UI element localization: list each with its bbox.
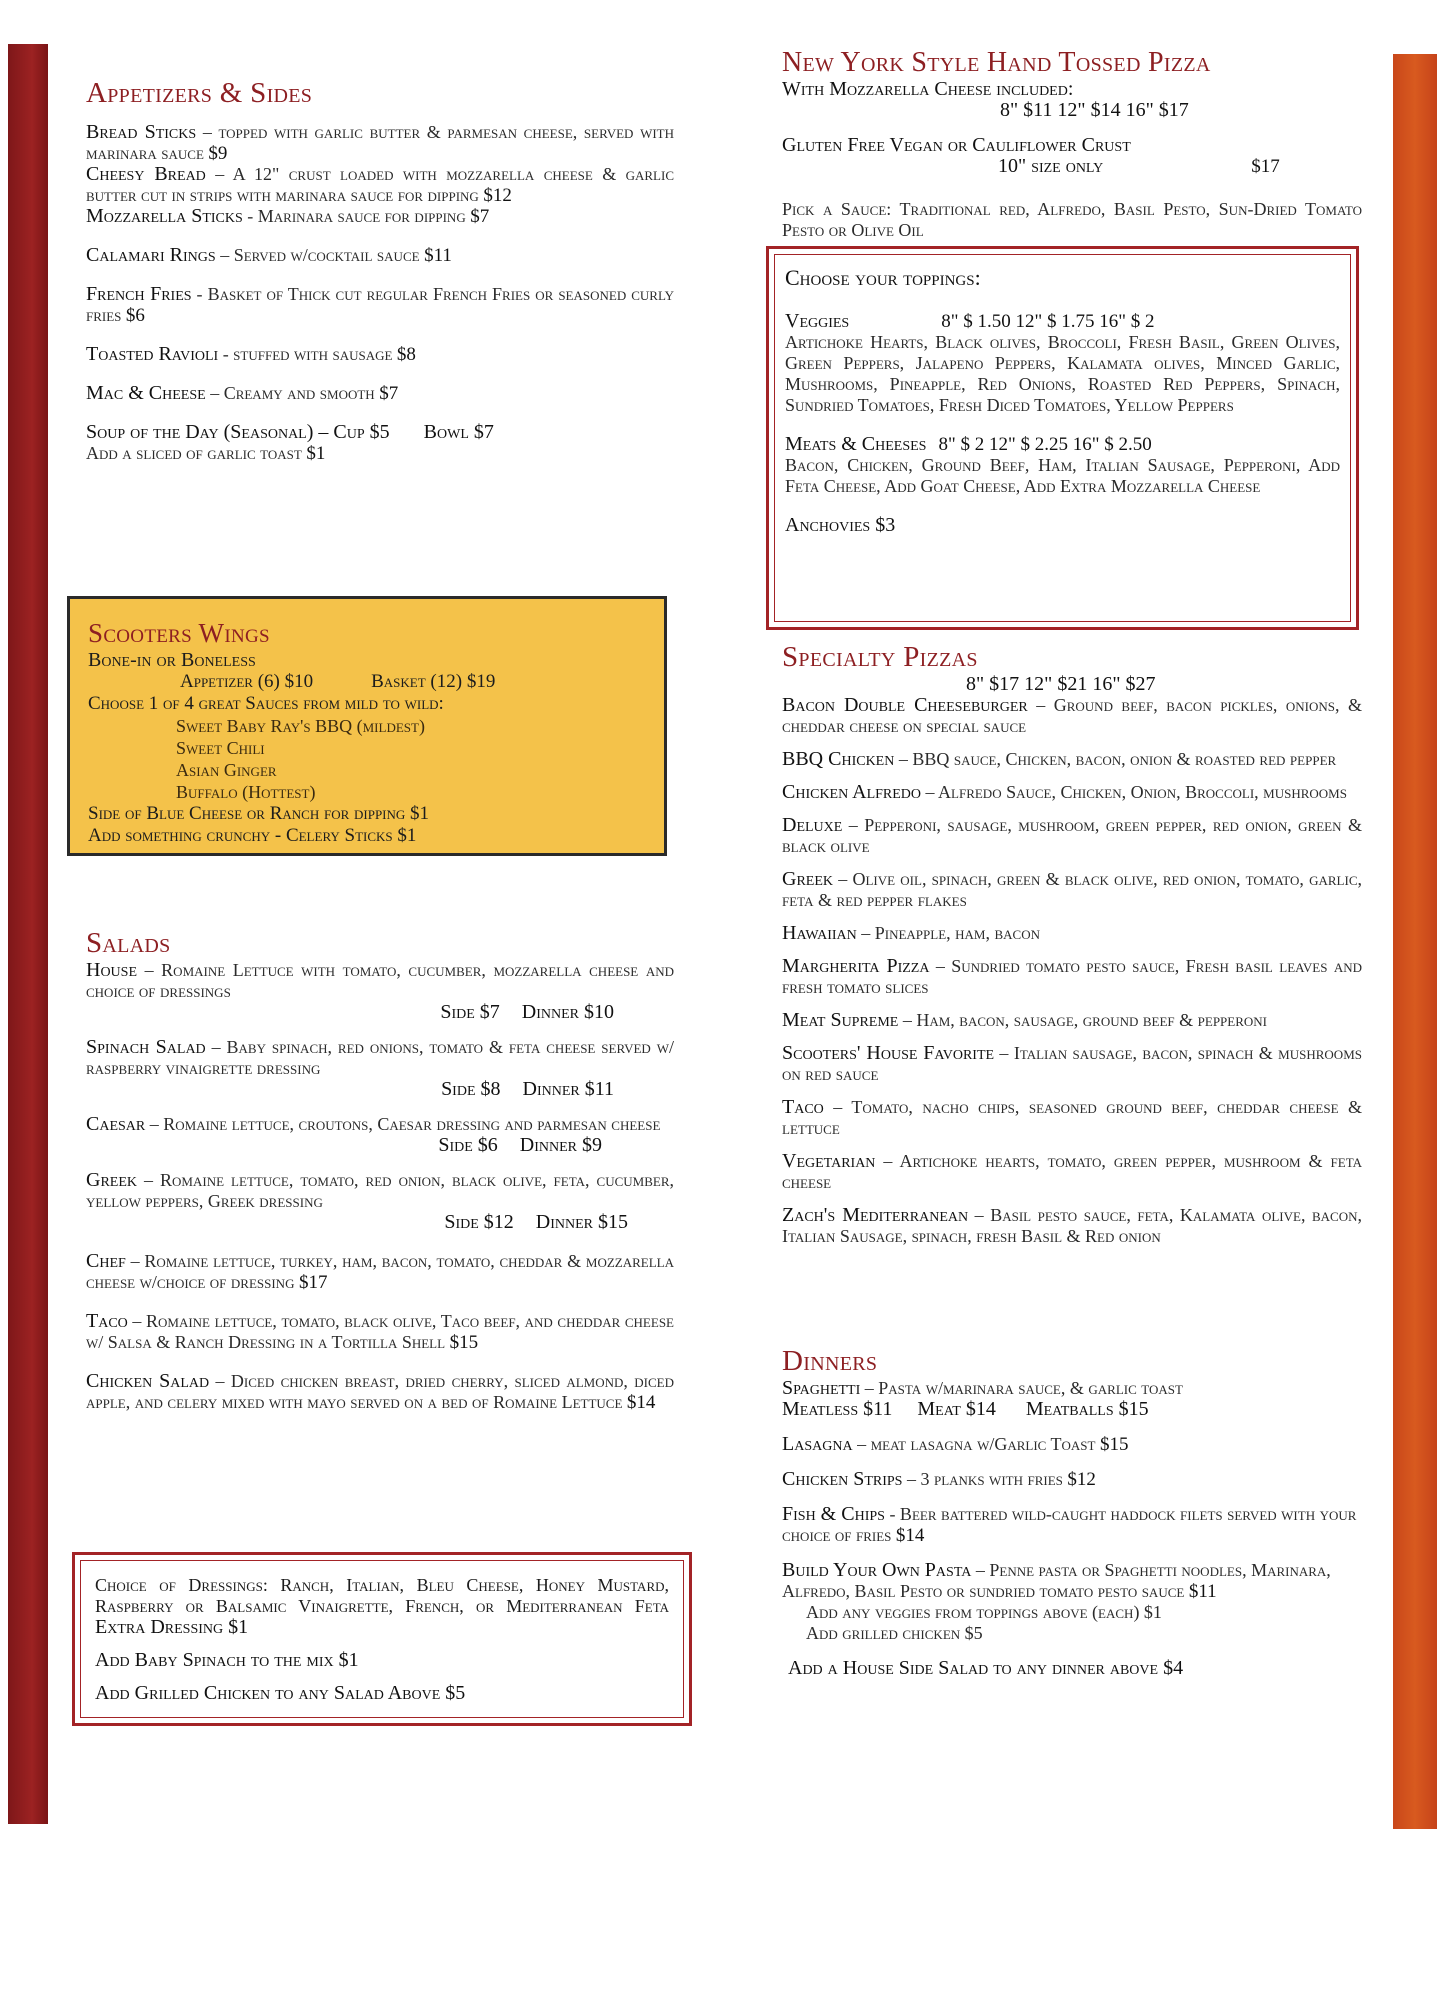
menu-item-cheesy-bread: Cheesy Bread – A 12" crust loaded with mozzarella cheese & garlic butter cut in strips with marinara sauce for dipping $12 <box>86 162 674 206</box>
sauce-4: Buffalo (Hottest) <box>176 781 316 802</box>
left-decorative-bar <box>8 44 48 1824</box>
dressings-choice: Choice of Dressings: Ranch, Italian, Bleu Cheese, Honey Mustard, Raspberry or Balsamic Vinaigrette, French, or Mediterranean Feta Extra Dressing $1 <box>95 1575 669 1638</box>
pizza-chicken-alfredo: Chicken Alfredo – Alfredo Sauce, Chicken, Onion, Broccoli, mushrooms <box>782 780 1347 803</box>
sauce-2: Sweet Chili <box>176 737 265 758</box>
pizza-hawaiian: Hawaiian – Pineapple, ham, bacon <box>782 921 1040 944</box>
pizza-greek: Greek – Olive oil, spinach, green & black olive, red onion, tomato, garlic, feta & red pepper flakes <box>782 867 1362 910</box>
wings-title: Scooters Wings <box>88 618 270 648</box>
wings-subtitle: Bone-in or Boneless <box>88 648 256 671</box>
wings-box <box>67 596 667 856</box>
pizza-house-favorite: Scooters' House Favorite – Italian sausage, bacon, spinach & mushrooms on red sauce <box>782 1041 1362 1084</box>
dressings-chicken: Add Grilled Chicken to any Salad Above $5 <box>95 1682 466 1704</box>
appetizers-title: Appetizers & Sides <box>86 77 313 109</box>
veggies-list: Artichoke Hearts, Black olives, Broccoli, Fresh Basil, Green Olives, Green Peppers, Jalapeno Peppers, Kalamata olives, Minced Garlic, Mushrooms, Pineapple, Red Onions, Roasted Red Peppers, Spinach, Sundried Tomatoes, Fresh Diced Tomatoes, Yellow Peppers <box>785 332 1340 415</box>
dinners-section <box>782 1346 1362 1697</box>
pizza-margherita: Margherita Pizza – Sundried tomato pesto sauce, Fresh basil leaves and fresh tomato slices <box>782 954 1362 997</box>
pizza-taco: Taco – Tomato, nacho chips, seasoned ground beef, cheddar cheese & lettuce <box>782 1095 1362 1138</box>
menu-item-mac-cheese: Mac & Cheese – Creamy and smooth $7 <box>86 381 399 404</box>
pizza-vegetarian: Vegetarian – Artichoke hearts, tomato, green pepper, mushroom & feta cheese <box>782 1149 1362 1192</box>
menu-item-soup: Soup of the Day (Seasonal) – Cup $5 Bowl $7 Add a sliced of garlic toast $1 <box>86 420 494 464</box>
menu-item-french-fries: French Fries - Basket of Thick cut regular French Fries or seasoned curly fries $6 <box>86 282 674 326</box>
appetizers-section <box>86 78 674 482</box>
salad-house: House – Romaine Lettuce with tomato, cucumber, mozzarella cheese and choice of dressings Side $7 Dinner $10 <box>86 958 674 1023</box>
sauce-1: Sweet Baby Ray's BBQ (mildest) <box>176 715 425 736</box>
anchovies: Anchovies $3 <box>785 514 896 536</box>
pizza-mediterranean: Zach's Mediterranean – Basil pesto sauce, feta, Kalamata olive, bacon, Italian Sausage, spinach, fresh Basil & Red onion <box>782 1203 1362 1246</box>
salad-caesar: Caesar – Romaine lettuce, croutons, Caesar dressing and parmesan cheese Side $6 Dinner $9 <box>86 1112 661 1156</box>
specialty-title: Specialty Pizzas <box>782 641 978 673</box>
specialty-section <box>782 642 1362 1259</box>
dinner-fish-chips: Fish & Chips - Beer battered wild-caught haddock filets served with your choice of fries $14 <box>782 1502 1357 1546</box>
dinner-chicken-strips: Chicken Strips – 3 planks with fries $12 <box>782 1467 1096 1490</box>
salad-spinach: Spinach Salad – Baby spinach, red onions, tomato & feta cheese served w/ raspberry vinaigrette dressing Side $8 Dinner $11 <box>86 1035 675 1100</box>
salad-chicken: Chicken Salad – Diced chicken breast, dried cherry, sliced almond, diced apple, and celery mixed with mayo served on a bed of Romaine Lettuce $14 <box>86 1369 675 1413</box>
toppings-box <box>766 246 1359 630</box>
pizza-section <box>782 48 1362 259</box>
pizza-deluxe: Deluxe – Pepperoni, sausage, mushroom, green pepper, red onion, green & black olive <box>782 813 1362 856</box>
salads-title: Salads <box>86 927 171 959</box>
dressings-box <box>72 1552 692 1726</box>
menu-item-mozzarella-sticks: Mozzarella Sticks - Marinara sauce for dipping $7 <box>86 204 490 227</box>
sauce-3: Asian Ginger <box>176 759 277 780</box>
dinner-house-salad: Add a House Side Salad to any dinner above $4 <box>788 1656 1184 1679</box>
wings-side: Side of Blue Cheese or Ranch for dipping $1 <box>88 802 430 824</box>
dinner-lasagna: Lasagna – meat lasagna w/Garlic Toast $15 <box>782 1432 1129 1455</box>
menu-item-calamari: Calamari Rings – Served w/cocktail sauce $11 <box>86 243 452 266</box>
salad-taco: Taco – Romaine lettuce, tomato, black olive, Taco beef, and cheddar cheese w/ Salsa & Ranch Dressing in a Tortilla Shell $15 <box>86 1309 674 1353</box>
pizza-gf-size: 10" size only $17 <box>998 154 1280 177</box>
wings-choose: Choose 1 of 4 great Sauces from mild to wild: <box>88 692 444 714</box>
dinner-add-chicken: Add grilled chicken $5 <box>806 1622 983 1643</box>
pizza-sauce: Pick a Sauce: Traditional red, Alfredo, Basil Pesto, Sun-Dried Tomato Pesto or Olive Oil <box>782 198 1362 240</box>
specialty-sizes: 8" $17 12" $21 16" $27 <box>966 672 1156 695</box>
dressings-spinach: Add Baby Spinach to the mix $1 <box>95 1649 359 1671</box>
meats-list: Bacon, Chicken, Ground Beef, Ham, Italian Sausage, Pepperoni, Add Feta Cheese, Add Goat Cheese, Add Extra Mozzarella Cheese <box>785 455 1340 496</box>
salads-section <box>86 928 674 1431</box>
right-decorative-bar <box>1393 54 1437 1829</box>
pizza-bbq-chicken: BBQ Chicken – BBQ sauce, Chicken, bacon, onion & roasted red pepper <box>782 747 1337 770</box>
dinner-spaghetti: Spaghetti – Pasta w/marinara sauce, & garlic toast Meatless $11 Meat $14 Meatballs $15 <box>782 1376 1183 1420</box>
dinners-title: Dinners <box>782 1345 878 1377</box>
menu-item-bread-sticks: Bread Sticks – topped with garlic butter & parmesan cheese, served with marinara sauce $9 <box>86 120 674 164</box>
veggies-header: Veggies 8" $ 1.50 12" $ 1.75 16" $ 2 <box>785 310 1155 332</box>
wings-crunchy: Add something crunchy - Celery Sticks $1 <box>88 824 417 846</box>
pizza-bacon-cheeseburger: Bacon Double Cheeseburger – Ground beef, bacon pickles, onions, & cheddar cheese on special sauce <box>782 693 1362 736</box>
meats-header: Meats & Cheeses 8" $ 2 12" $ 2.25 16" $ 2.50 <box>785 433 1152 455</box>
pizza-title: New York Style Hand Tossed Pizza <box>782 47 1211 78</box>
pizza-gf: Gluten Free Vegan or Cauliflower Crust <box>782 133 1131 156</box>
toppings-title: Choose your toppings: <box>785 265 981 290</box>
wings-prices: Appetizer (6) $10 Basket (12) $19 <box>180 670 496 692</box>
dinner-add-veggies: Add any veggies from toppings above (each) $1 <box>806 1601 1162 1622</box>
pizza-sizes: 8" $11 12" $14 16" $17 <box>1000 98 1189 121</box>
pizza-meat-supreme: Meat Supreme – Ham, bacon, sausage, ground beef & pepperoni <box>782 1008 1268 1031</box>
dinner-build-pasta: Build Your Own Pasta – Penne pasta or Spaghetti noodles, Marinara, Alfredo, Basil Pesto or sundried tomato pesto sauce $11 <box>782 1558 1331 1602</box>
salad-chef: Chef – Romaine lettuce, turkey, ham, bacon, tomato, cheddar & mozzarella cheese w/choice of dressing $17 <box>86 1249 674 1293</box>
menu-item-toasted-ravioli: Toasted Ravioli - stuffed with sausage $8 <box>86 342 416 365</box>
salad-greek: Greek – Romaine lettuce, tomato, red onion, black olive, feta, cucumber, yellow peppers, Greek dressing Side $12 Dinner $15 <box>86 1168 674 1233</box>
pizza-subtitle: With Mozzarella Cheese included: <box>782 77 1074 100</box>
